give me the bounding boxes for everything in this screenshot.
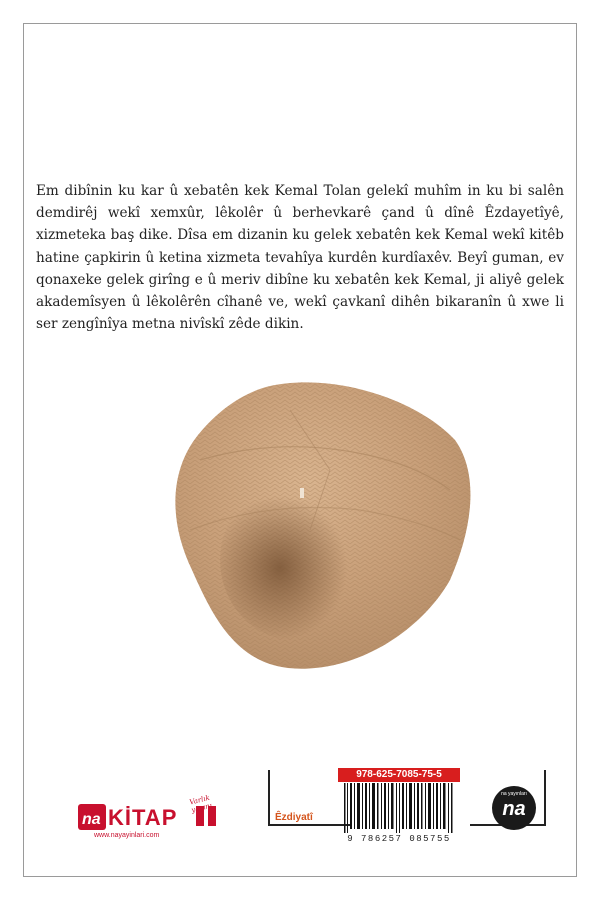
- publisher-url: www.nayayinlari.com: [94, 832, 160, 839]
- publisher-name: KİTAP: [108, 805, 178, 830]
- na-badge-logo: [492, 786, 536, 830]
- isbn-barcode: [338, 768, 460, 848]
- publisher-script-text: Varlık yayını: [188, 793, 213, 815]
- publisher-logo: [78, 788, 228, 843]
- knitted-cap-photo: [160, 380, 480, 675]
- na-mark: na: [82, 811, 101, 828]
- na-badge-small-text: na yayınları: [501, 791, 527, 797]
- category-label: Êzdiyatî: [275, 812, 313, 823]
- isbn-digits: 9 786257 085755: [347, 834, 451, 844]
- back-cover-blurb: [36, 180, 564, 335]
- barcode-bars: [344, 783, 454, 833]
- isbn-number: 978-625-7085-75-5: [338, 768, 460, 782]
- blurb-paragraph: Em dibînin ku kar û xebatên kek Kemal Tolan gelekî muhîm in ku bi salên demdirêj wekî xemxûr, lêkolêr û berhevkarê çand û dînê Êzdayetîyê, xizmeteka baş dike. Dîsa em dizanin ku gelek xebatên kek Kemal wekî kitêb hatine çapkirin û ketina xizmeta tevahîya kurdên kurdîaxêv. Beyî guman, ev qonaxeke gelek girîng e û meriv dibîne ku xebatên kek Kemal, ji aliyê gelek akademîsyen û lêkolêrên cîhanê ve, wekî çavkanî dihên bikaranîn û xwe li ser zengînîya metna nivîskî zêde dikin.: [36, 183, 564, 333]
- na-badge-big-text: na: [502, 798, 526, 820]
